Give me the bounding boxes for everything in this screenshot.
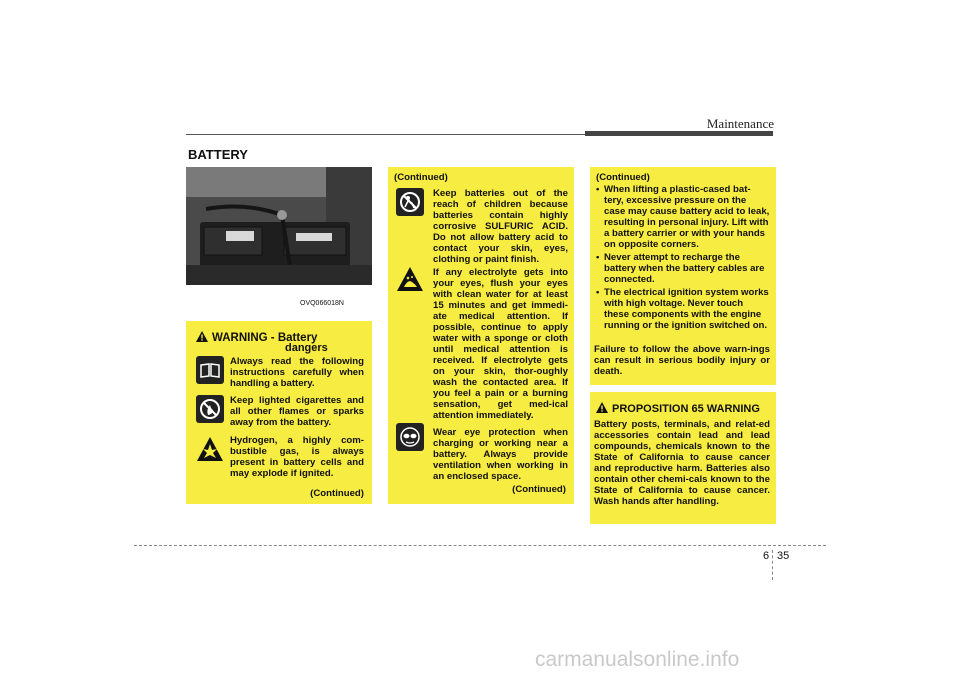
header-bar xyxy=(585,131,773,136)
no-flame-icon xyxy=(196,395,224,423)
book-icon xyxy=(196,356,224,384)
box1-paragraph-2: Keep lighted cigarettes and all other flames or sparks away from the battery. xyxy=(230,395,364,428)
box1-continued: (Continued) xyxy=(310,488,364,499)
battery-photo xyxy=(186,167,372,285)
warning-title-cont: dangers xyxy=(285,342,328,354)
child-icon xyxy=(396,188,424,216)
box2-continued-bottom: (Continued) xyxy=(512,484,566,495)
goggles-icon xyxy=(396,423,424,451)
warning-triangle-icon xyxy=(196,331,208,345)
footer-rule xyxy=(134,545,826,546)
prop65-text: Battery posts, terminals, and relat-ed accessories contain lead and lead compounds, chemicals known to the State of California to cause cancer and reproductive harm. Batteries also contain other chemi-cals known to the State of California to cause cancer. Wash hands after handling. xyxy=(594,419,770,507)
warning-box-battery-dangers xyxy=(186,321,372,504)
warning-triangle-icon xyxy=(596,402,608,416)
box1-paragraph-3: Hydrogen, a highly com-bustible gas, is always present in battery cells and may explode if ignited. xyxy=(230,435,364,479)
box1-paragraph-1: Always read the following instructions carefully when handling a battery. xyxy=(230,356,364,389)
list-item: • Never attempt to recharge the battery when the battery cables are connected. xyxy=(596,252,765,285)
box3-bullet-list xyxy=(594,184,770,333)
warning-box-continued-2 xyxy=(590,167,776,385)
box3-continued-top: (Continued) xyxy=(596,172,650,183)
explosion-icon xyxy=(196,435,224,463)
header-title: Maintenance xyxy=(706,116,774,131)
page-number-divider xyxy=(772,550,773,580)
proposition-65-warning-box xyxy=(590,392,776,524)
section-title: BATTERY xyxy=(188,147,248,162)
box2-paragraph-3: Wear eye protection when charging or working near a battery. Always provide ventilation when working in an enclosed space. xyxy=(433,427,568,482)
warning-box-continued-1 xyxy=(388,167,574,504)
watermark: carmanualsonline.info xyxy=(535,648,740,671)
prop65-heading xyxy=(596,402,760,416)
page-number: 35 xyxy=(777,550,790,562)
warning-label: WARNING xyxy=(212,332,268,344)
box2-continued-top: (Continued) xyxy=(394,172,448,183)
list-item: • The electrical ignition system works with high voltage. Never touch these components with the engine running or the ignition switched on. xyxy=(596,287,769,331)
box3-closing: Failure to follow the above warn-ings can result in serious bodily injury or death. xyxy=(594,344,770,377)
photo-caption: OVQ066018N xyxy=(300,300,344,307)
list-item: • When lifting a plastic-cased bat-tery, excessive pressure on the case may cause battery acid to leak, resulting in personal injury. Lift with a battery carrier or with your hands on opposite corners. xyxy=(596,184,770,250)
warning-title: - Battery xyxy=(270,332,318,344)
section-number: 6 xyxy=(763,550,770,562)
box2-paragraph-2: If any electrolyte gets into your eyes, flush your eyes with clean water for at least 15 minutes and get immedi-ate medical attention. If possible, continue to apply water with a sponge or cloth until medical attention is received. If electrolyte gets on your skin, thor-oughly wash the contacted area. If you feel a pain or a burning sensation, get med-ical attention immediately. xyxy=(433,267,568,421)
box2-paragraph-1: Keep batteries out of the reach of children because batteries contain highly corrosive SULFURIC ACID. Do not allow battery acid to contact your skin, eyes, clothing or paint finish. xyxy=(433,188,568,265)
prop65-title: PROPOSITION 65 WARNING xyxy=(612,403,760,415)
acid-splash-icon xyxy=(396,265,424,293)
